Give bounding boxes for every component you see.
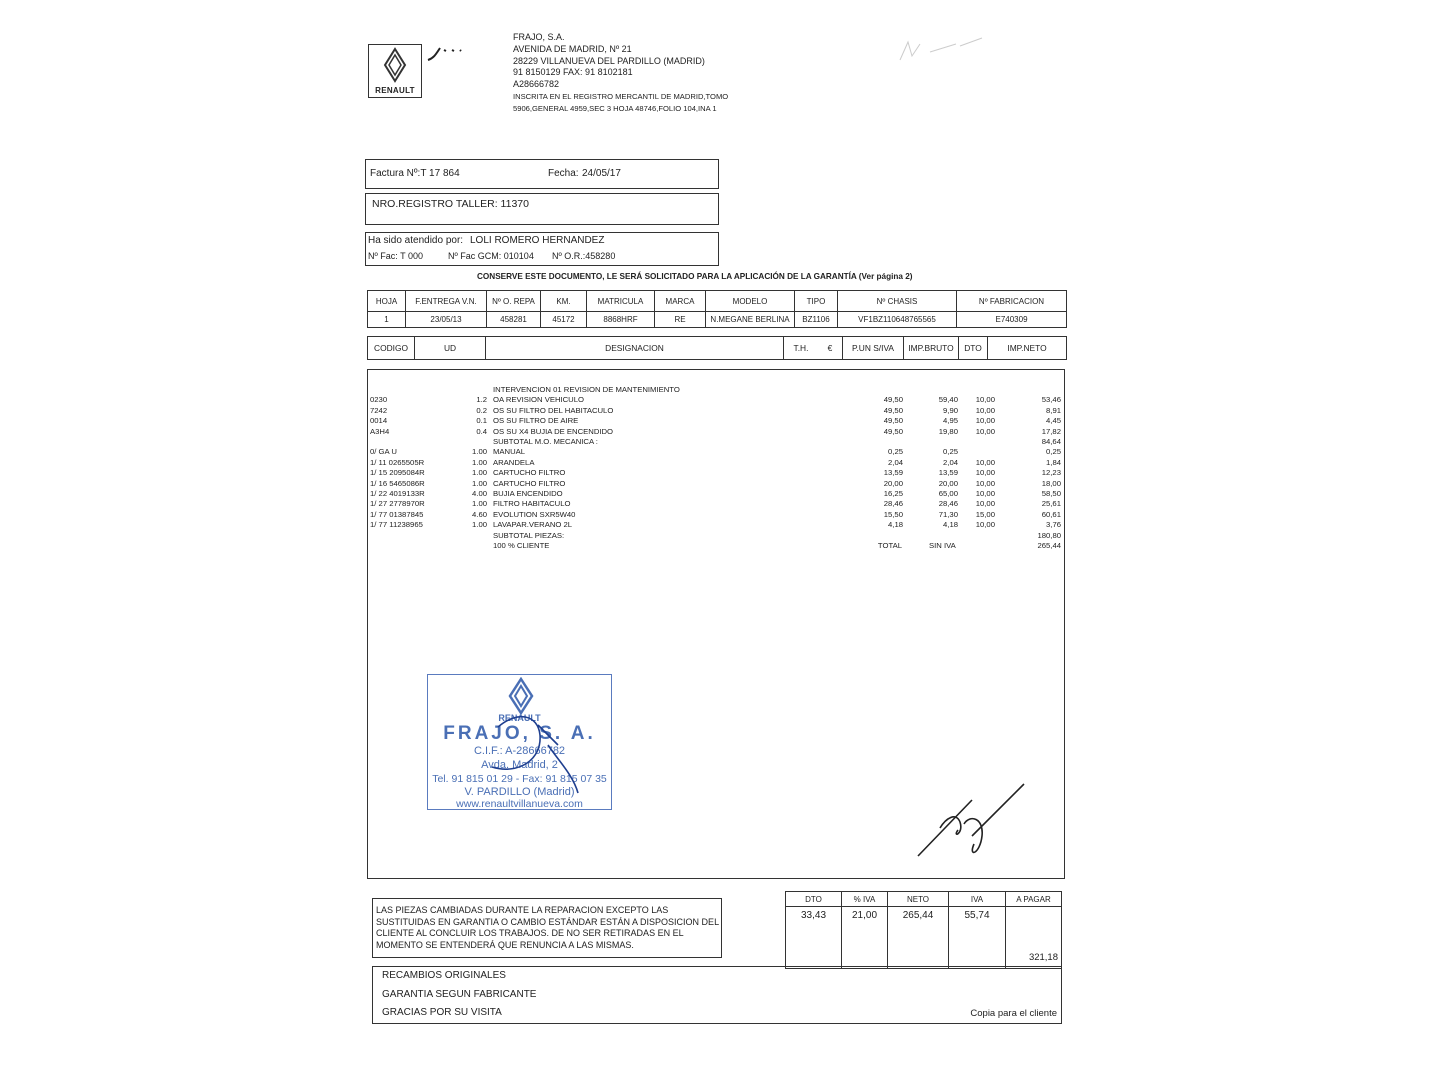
line-neto-cell: 3,76 <box>1046 520 1061 530</box>
vh-matricula: MATRICULA <box>587 291 655 312</box>
lh-neto: IMP.NETO <box>988 337 1067 360</box>
invoice-number: Factura Nº:T 17 864 <box>370 168 460 179</box>
lines-header-table <box>367 336 1067 360</box>
line-neto-cell: 0,25 <box>1046 447 1061 457</box>
lh-th: T.H. <box>784 337 819 360</box>
invoice-date-label: Fecha: <box>548 168 579 179</box>
line-desc-cell: INTERVENCION 01 REVISION DE MANTENIMIENTO <box>493 385 680 394</box>
line-ud-cell: 1.00 <box>472 499 487 509</box>
line-neto-cell: 265,44 <box>1037 541 1061 550</box>
line-pun-cell: 13,59 <box>883 468 903 478</box>
bottom-box <box>372 966 1062 1024</box>
line-code-cell: 1/ 77 01387845 <box>370 509 424 519</box>
stamp-signature-overlay <box>478 705 588 805</box>
line-pun-cell: 2,04 <box>888 457 903 467</box>
renault-logo <box>368 44 422 98</box>
line-code-cell: 1/ 11 0265505R <box>370 457 425 467</box>
tot-h-iva-pct: % IVA <box>842 892 888 907</box>
line-neto-cell: 180,80 <box>1037 530 1061 540</box>
line-dto-cell: 10,00 <box>975 416 995 426</box>
vh-km: KM. <box>541 291 587 312</box>
stamp-brand: RENAULT <box>498 713 541 723</box>
line-neto-cell: 58,50 <box>1041 489 1061 498</box>
line-bruto-cell: 2,04 <box>943 457 958 467</box>
company-address: AVENIDA DE MADRID, Nº 21 <box>513 43 632 54</box>
company-registry-2: 5906,GENERAL 4959,SEC 3 HOJA 48746,FOLIO 104,INA 1 <box>513 103 717 113</box>
lh-ud: UD <box>415 337 486 360</box>
line-code-cell: A3H4 <box>370 426 390 436</box>
line-desc-cell: EVOLUTION SXR5W40 <box>493 509 576 519</box>
tot-h-dto: DTO <box>786 892 842 907</box>
vv-modelo: N.MEGANE BERLINA <box>706 312 795 328</box>
company-registry-1: INSCRITA EN EL REGISTRO MERCANTIL DE MADRID,TOMO <box>513 91 729 101</box>
line-desc-cell: SUBTOTAL PIEZAS: <box>493 530 565 540</box>
nor: Nº O.R.:458280 <box>552 251 616 261</box>
vv-matricula: 8868HRF <box>587 312 655 328</box>
line-desc-cell: 100 % CLIENTE <box>493 541 550 550</box>
stamp-web: www.renaultvillanueva.com <box>456 798 583 810</box>
bottom-line-3: GRACIAS POR SU VISITA <box>382 1007 502 1018</box>
line-code-cell: 1/ 15 2095084R <box>370 468 425 478</box>
line-ud-cell: 0.1 <box>476 416 487 426</box>
stamp-address: Avda. Madrid, 2 <box>481 759 558 771</box>
line-bruto-cell: 13,59 <box>938 468 958 478</box>
tot-h-apagar: A PAGAR <box>1006 892 1062 907</box>
vh-fentrega: F.ENTREGA V.N. <box>406 291 487 312</box>
line-code-cell: 1/ 16 5465086R <box>370 478 425 488</box>
line-ud-cell: 1.00 <box>472 478 487 488</box>
lh-bruto: IMP.BRUTO <box>904 337 959 360</box>
line-pun-cell: 49,50 <box>883 405 903 415</box>
tot-v-dto: 33,43 <box>786 907 842 969</box>
line-neto-cell: 84,64 <box>1041 437 1061 446</box>
line-neto-cell: 4,45 <box>1046 416 1061 426</box>
line-neto-cell: 25,61 <box>1041 499 1061 509</box>
vehicle-header-row <box>368 291 1067 312</box>
handwritten-signature <box>912 778 1032 862</box>
attended-label: Ha sido atendido por: <box>368 235 464 246</box>
line-bruto-cell: 20,00 <box>938 478 958 488</box>
line-dto-cell: 10,00 <box>975 395 995 405</box>
footer-legal-note: LAS PIEZAS CAMBIADAS DURANTE LA REPARACION EXCEPTO LAS SUSTITUIDAS EN GARANTIA O CAMBIO ESTÁNDAR ESTÁN A DISPOSICION DEL CLIENTE AL CONCLUIR LOS TRABAJOS. DE NO SER RETIRADAS EN EL MOMENTO SE ENTENDERÁ QUE RENUNCIA A LAS MISMAS. <box>372 898 722 958</box>
line-ud-cell: 1.00 <box>472 468 487 478</box>
lines-header-row <box>368 337 1067 360</box>
line-ud-cell: 1.2 <box>476 395 487 405</box>
line-pun-cell: 49,50 <box>883 395 903 405</box>
line-desc-cell: OS SU X4 BUJIA DE ENCENDIDO <box>493 426 614 436</box>
line-ud-cell: 0.4 <box>476 426 487 436</box>
line-dto-cell: 10,00 <box>975 489 995 498</box>
copy-label: Copia para el cliente <box>970 1008 1057 1019</box>
line-bruto-cell: 59,40 <box>938 395 958 405</box>
line-ud-cell: 1.00 <box>472 457 487 467</box>
company-info <box>513 32 728 115</box>
tot-v-apagar: 321,18 <box>1006 907 1062 969</box>
stamp-phone: Tel. 91 815 01 29 - Fax: 91 815 07 35 <box>432 773 607 785</box>
vv-hoja: 1 <box>368 312 406 328</box>
line-neto-cell: 18,00 <box>1041 478 1061 488</box>
line-code-cell: 0230 <box>370 395 388 405</box>
line-dto-cell: 10,00 <box>975 405 995 415</box>
line-dto-cell: 15,00 <box>975 509 995 519</box>
stamp-company-name: FRAJO, S. A. <box>443 723 596 744</box>
faint-scribble <box>896 34 986 66</box>
line-desc-cell: LAVAPAR.VERANO 2L <box>493 520 573 530</box>
line-pun-cell: 15,50 <box>883 509 903 519</box>
line-bruto-cell: 4,18 <box>943 520 958 530</box>
handwritten-mark <box>426 44 474 66</box>
registro-box <box>365 193 719 225</box>
line-code-cell: 0/ GA U <box>370 447 397 457</box>
line-code-cell: 0014 <box>370 416 388 426</box>
line-pun-cell: 16,25 <box>883 489 903 498</box>
vh-modelo: MODELO <box>706 291 795 312</box>
line-pun-cell: 49,50 <box>883 416 903 426</box>
line-ud-cell: 0.2 <box>476 405 487 415</box>
totals-value-row <box>786 907 1062 969</box>
line-neto-cell: 1,84 <box>1046 457 1061 467</box>
logo-brand-text: RENAULT <box>375 86 415 95</box>
vv-nrepa: 458281 <box>487 312 541 328</box>
attended-box <box>365 232 719 266</box>
totals-header-row <box>786 892 1062 907</box>
tot-v-neto: 265,44 <box>888 907 949 969</box>
line-dto-cell: 10,00 <box>975 457 995 467</box>
totals-table <box>785 891 1062 969</box>
tot-h-neto: NETO <box>888 892 949 907</box>
line-dto-cell: 10,00 <box>975 520 995 530</box>
lh-dto: DTO <box>959 337 988 360</box>
line-code-cell: 1/ 27 2778970R <box>370 499 425 509</box>
line-pun-cell: 28,46 <box>883 499 903 509</box>
line-ud-cell: 4.60 <box>472 509 487 519</box>
vh-marca: MARCA <box>655 291 706 312</box>
vh-fabricacion: Nº FABRICACION <box>957 291 1067 312</box>
registro-taller: NRO.REGISTRO TALLER: 11370 <box>372 198 529 210</box>
line-pun-cell: 0,25 <box>888 447 903 457</box>
line-desc-cell: OA REVISION VEHICULO <box>493 395 584 405</box>
company-phone: 91 8150129 FAX: 91 8102181 <box>513 67 633 78</box>
stamp-city: V. PARDILLO (Madrid) <box>464 786 575 798</box>
stamp-cif: C.I.F.: A-28666782 <box>473 745 566 757</box>
line-desc-cell: CARTUCHO FILTRO <box>493 478 566 488</box>
tot-h-iva: IVA <box>949 892 1006 907</box>
line-bruto-cell: 71,30 <box>938 509 958 519</box>
vv-tipo: BZ1106 <box>795 312 838 328</box>
lh-euro: € <box>818 337 843 360</box>
line-pun-cell: 20,00 <box>883 478 903 488</box>
tot-v-iva-pct: 21,00 <box>842 907 888 969</box>
line-pun-cell: TOTAL <box>877 541 902 550</box>
line-desc-cell: BUJIA ENCENDIDO <box>493 489 563 498</box>
line-ud-cell: 1.00 <box>472 447 487 457</box>
line-bruto-cell: SIN IVA <box>929 541 956 550</box>
vehicle-value-row <box>368 312 1067 328</box>
line-neto-cell: 12,23 <box>1041 468 1061 478</box>
invoice-number-box <box>365 159 719 189</box>
vv-chasis: VF1BZ110648765565 <box>838 312 957 328</box>
line-neto-cell: 17,82 <box>1041 426 1061 436</box>
company-name: FRAJO, S.A. <box>513 32 565 42</box>
invoice-date: 24/05/17 <box>582 168 621 179</box>
line-desc-cell: OS SU FILTRO DE AIRE <box>493 416 579 426</box>
line-ud-cell: 4.00 <box>472 489 487 498</box>
line-desc-cell: OS SU FILTRO DEL HABITACULO <box>493 405 614 415</box>
vv-km: 45172 <box>541 312 587 328</box>
line-code-cell: 7242 <box>370 405 388 415</box>
vv-marca: RE <box>655 312 706 328</box>
company-cif: A28666782 <box>513 79 560 90</box>
line-dto-cell: 10,00 <box>975 478 995 488</box>
line-desc-cell: ARANDELA <box>493 457 535 467</box>
lh-pun: P.UN S/IVA <box>843 337 904 360</box>
line-desc-cell: SUBTOTAL M.O. MECANICA : <box>493 437 598 446</box>
vv-fentrega: 23/05/13 <box>406 312 487 328</box>
vh-chasis: Nº CHASIS <box>838 291 957 312</box>
line-desc-cell: CARTUCHO FILTRO <box>493 468 566 478</box>
company-city: 28229 VILLANUEVA DEL PARDILLO (MADRID) <box>513 55 705 66</box>
line-neto-cell: 60,61 <box>1041 509 1061 519</box>
lh-codigo: CODIGO <box>368 337 415 360</box>
line-desc-cell: FILTRO HABITACULO <box>493 499 571 509</box>
line-bruto-cell: 28,46 <box>938 499 958 509</box>
bottom-line-2: GARANTIA SEGUN FABRICANTE <box>382 989 537 1000</box>
renault-diamond-icon <box>369 45 421 85</box>
line-dto-cell: 10,00 <box>975 468 995 478</box>
warranty-notice: CONSERVE ESTE DOCUMENTO, LE SERÁ SOLICITADO PARA LA APLICACIÓN DE LA GARANTÍA (Ver página 2) <box>477 272 913 281</box>
line-desc-cell: MANUAL <box>493 447 526 457</box>
vv-fabricacion: E740309 <box>957 312 1067 328</box>
line-bruto-cell: 9,90 <box>943 405 958 415</box>
vehicle-table <box>367 290 1067 328</box>
line-neto-cell: 53,46 <box>1041 395 1061 405</box>
line-pun-cell: 49,50 <box>883 426 903 436</box>
line-code-cell: 1/ 77 11238965 <box>370 520 423 530</box>
vh-hoja: HOJA <box>368 291 406 312</box>
lh-designacion: DESIGNACION <box>486 337 784 360</box>
line-bruto-cell: 65,00 <box>938 489 958 498</box>
company-stamp <box>427 674 612 810</box>
line-bruto-cell: 4,95 <box>943 416 958 426</box>
line-bruto-cell: 0,25 <box>943 447 958 457</box>
nfac: Nº Fac: T 000 <box>368 251 423 261</box>
bottom-line-1: RECAMBIOS ORIGINALES <box>382 970 506 981</box>
line-ud-cell: 1.00 <box>472 520 487 530</box>
vh-nrepa: Nº O. REPA <box>487 291 541 312</box>
line-pun-cell: 4,18 <box>888 520 903 530</box>
vh-tipo: TIPO <box>795 291 838 312</box>
line-dto-cell: 10,00 <box>975 426 995 436</box>
nfac-gcm: Nº Fac GCM: 010104 <box>448 251 534 261</box>
line-neto-cell: 8,91 <box>1046 405 1061 415</box>
line-dto-cell: 10,00 <box>975 499 995 509</box>
tot-v-iva: 55,74 <box>949 907 1006 969</box>
attended-name: LOLI ROMERO HERNANDEZ <box>470 235 605 246</box>
line-code-cell: 1/ 22 4019133R <box>370 489 425 498</box>
line-bruto-cell: 19,80 <box>938 426 958 436</box>
